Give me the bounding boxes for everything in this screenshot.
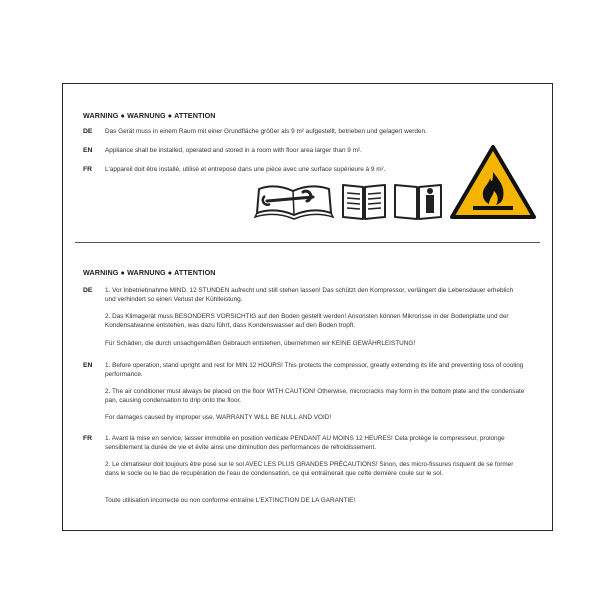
info-manual-icon (393, 181, 443, 221)
fr-paragraph-1: 1. Avant la mise en service, laisser immobile en position verticale PENDANT AU MOINS 12 HEURES! Cela protège le compresseur, prolonge sensiblement la durée de vie et évite ainsi une diminution des performances de refroidissement. (105, 435, 505, 451)
de-paragraph-3: Für Schäden, die durch unsachgemäßen Gebrauch entstehen, übernehmen wir KEINE GEWÄHRLEISTUNG! (105, 340, 416, 347)
en-paragraph-1: 1. Before operation, stand upright and rest for MIN 12 HOURS! This protects the compressor, greatly extending its life and preventing loss of cooling performance. (105, 362, 524, 378)
read-manual-icon (341, 181, 387, 221)
section-divider (75, 242, 540, 243)
bottom-warning-header: WARNING ● WARNUNG ● ATTENTION (83, 268, 216, 277)
flammable-warning-icon (449, 144, 537, 221)
top-text-en: Appliance shall be installed, operated and stored in a room with floor area larger than 9 m². (105, 147, 362, 154)
lang-code-fr: FR (83, 435, 93, 442)
de-paragraph-2: 2. Das Klimagerät muss BESONDERS VORSICHTIG auf den Boden gestellt werden! Ansonsten können Mikrorisse in der Bodenplatte und der Kondensatwanne entstehen, was dazu führt, dass Kondenswasser auf den Boden tropft. (105, 313, 509, 329)
top-row-de (83, 128, 543, 138)
top-text-fr: L'appareil doit être installé, utilisé et entreposé dans une pièce avec une surface supérieure à 9 m². (105, 166, 386, 173)
en-paragraph-2: 2. The air conditioner must always be placed on the floor WITH CAUTION! Otherwise, microcracks may form in the bottom plate and the condensate pan, causing condensation to drip onto the floor. (105, 388, 525, 404)
warning-label (62, 83, 553, 531)
lang-code-en: EN (83, 362, 93, 369)
fr-paragraph-2: 2. Le climatiseur doit toujours être posé sur le sol AVEC LES PLUS GRANDES PRÉCAUTIONS! Sinon, des micro-fissures risquent de se former dans le socle ou le bac de récupération de l'eau de condensation, ce qui entraînerait que cette dernière coule sur le sol. (105, 461, 514, 477)
lang-code-de: DE (83, 287, 93, 294)
top-text-de: Das Gerät muss in einem Raum mit einer Grundfläche größer als 9 m² aufgestellt, betrieben und gelagert werden. (105, 128, 427, 135)
lang-code-en: EN (83, 147, 93, 154)
service-manual-icon (253, 179, 335, 221)
top-warning-header: WARNING ● WARNUNG ● ATTENTION (83, 111, 216, 120)
lang-code-fr: FR (83, 166, 93, 173)
lang-code-de: DE (83, 128, 93, 135)
fr-paragraph-3: Toute utilisation incorrecte ou non conforme entraîne L'EXTINCTION DE LA GARANTIE! (105, 497, 356, 504)
en-paragraph-3: For damages caused by improper use, WARRANTY WILL BE NULL AND VOID! (105, 414, 332, 421)
de-paragraph-1: 1. Vor Inbetriebnahme MIND. 12 STUNDEN aufrecht und still stehen lassen! Das schützt den Kompressor, verlängert die Lebensdauer erheblich und verhindert so einen Verlust der Kühlleistung. (105, 287, 514, 303)
